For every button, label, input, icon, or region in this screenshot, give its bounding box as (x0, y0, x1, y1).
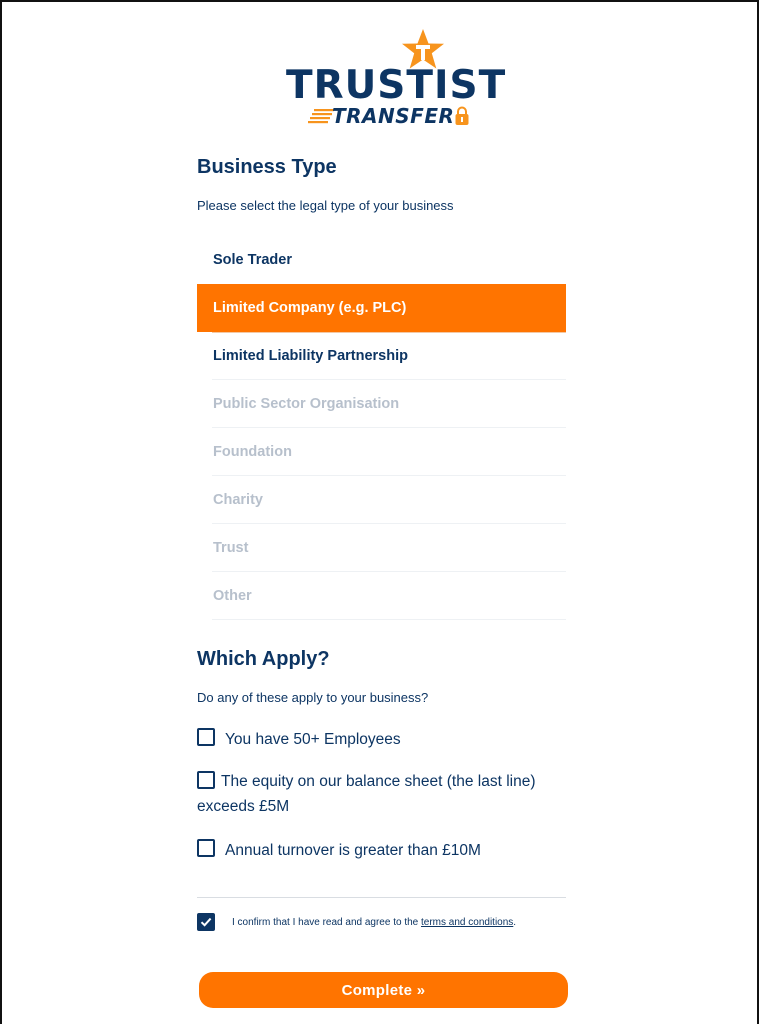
terms-text-before: I confirm that I have read and agree to the (232, 916, 422, 928)
terms-and-conditions-link[interactable]: terms and conditions (421, 916, 514, 928)
equity-checkbox[interactable] (197, 771, 215, 789)
business-type-option-foundation: Foundation (212, 428, 566, 476)
padlock-icon (454, 106, 470, 126)
employees-checkbox[interactable] (197, 728, 215, 746)
turnover-checkbox-row[interactable] (197, 838, 566, 863)
business-type-heading: Business Type (197, 156, 337, 178)
business-type-list (197, 236, 566, 620)
turnover-checkbox[interactable] (197, 839, 215, 857)
equity-checkbox-row[interactable] (197, 769, 542, 819)
business-type-option-trust: Trust (212, 524, 566, 572)
checkmark-icon (199, 915, 213, 929)
employees-checkbox-row[interactable] (197, 727, 566, 752)
business-type-option-public-sector: Public Sector Organisation (212, 380, 566, 428)
business-type-subtitle: Please select the legal type of your business (197, 198, 454, 213)
which-apply-subtitle: Do any of these apply to your business? (197, 690, 429, 705)
business-type-option-llp[interactable]: Limited Liability Partnership (212, 332, 566, 380)
which-apply-heading: Which Apply? (197, 648, 330, 670)
equity-checkbox-label: The equity on our balance sheet (the last line) exceeds £5M (197, 773, 536, 815)
trustist-transfer-logo (286, 28, 507, 128)
logo-subtitle (308, 104, 478, 128)
section-divider (197, 897, 566, 898)
employees-checkbox-label: You have 50+ Employees (225, 731, 401, 748)
business-type-option-limited-company[interactable]: Limited Company (e.g. PLC) (197, 284, 566, 332)
terms-confirm-text (232, 917, 516, 928)
complete-button[interactable]: Complete » (199, 972, 568, 1008)
terms-checkbox[interactable] (197, 913, 215, 931)
terms-confirm-row (197, 912, 566, 932)
business-type-option-sole-trader[interactable]: Sole Trader (213, 252, 292, 268)
business-type-option-charity: Charity (212, 476, 566, 524)
business-type-option-other: Other (212, 572, 566, 620)
logo-product-name: TRANSFER (332, 104, 455, 128)
turnover-checkbox-label: Annual turnover is greater than £10M (225, 842, 481, 859)
terms-text-after: . (513, 916, 517, 928)
logo-wordmark: TRUSTIST (286, 63, 507, 108)
